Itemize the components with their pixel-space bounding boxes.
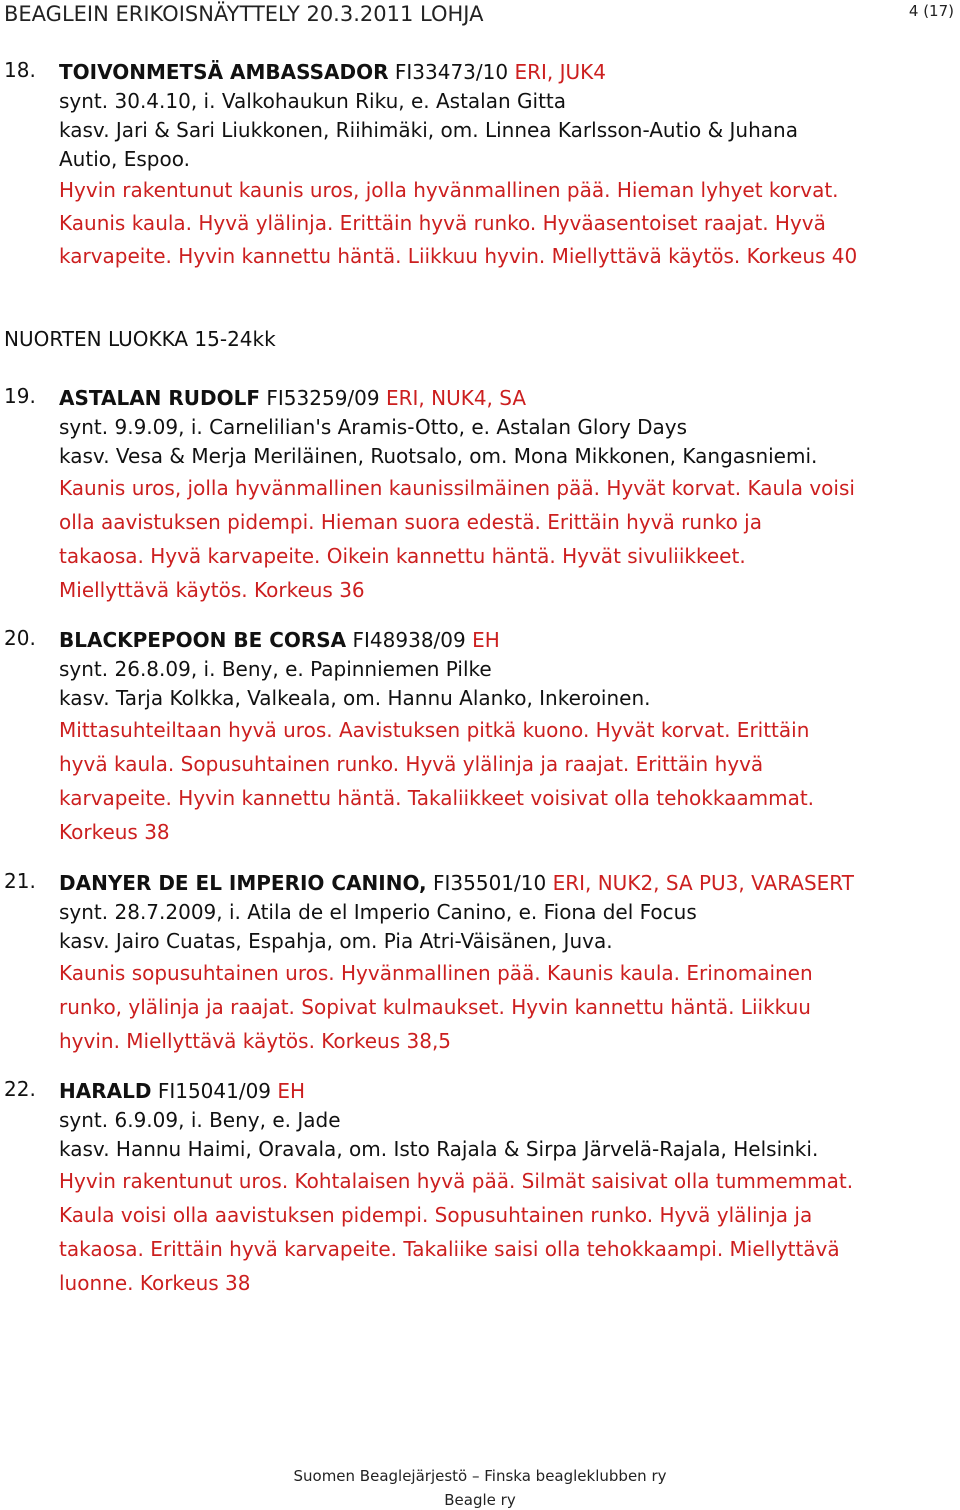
result: EH: [472, 628, 500, 652]
result: EH: [277, 1079, 306, 1103]
critique-line: Kaunis sopusuhtainen uros. Hyvänmallinen pää. Kaunis kaula. Erinomainen: [59, 961, 813, 985]
entry-number: 18.: [4, 58, 36, 82]
entry-headline: [59, 1077, 955, 1106]
critique-line: Miellyttävä käytös. Korkeus 36: [59, 578, 365, 602]
critique-line: Kaula voisi olla aavistuksen pidempi. Sopusuhtainen runko. Hyvä ylälinja ja: [59, 1203, 813, 1227]
result: ERI, NUK2, SA PU3, VARASERT: [552, 871, 854, 895]
dog-name: TOIVONMETSÄ AMBASSADOR: [59, 60, 389, 84]
breeder-owner: kasv. Jari & Sari Liukkonen, Riihimäki, om. Linnea Karlsson-Autio & Juhana: [59, 118, 798, 142]
critique-line: hyvin. Miellyttävä käytös. Korkeus 38,5: [59, 1029, 452, 1053]
breeder-owner-cont: Autio, Espoo.: [59, 147, 190, 171]
critique-line: Mittasuhteiltaan hyvä uros. Aavistuksen pitkä kuono. Hyvät korvat. Erittäin: [59, 718, 810, 742]
breeder-owner: kasv. Jairo Cuatas, Espahja, om. Pia Atri-Väisänen, Juva.: [59, 929, 613, 953]
critique-line: karvapeite. Hyvin kannettu häntä. Liikkuu hyvin. Miellyttävä käytös. Korkeus 40: [59, 244, 858, 268]
breeder-owner: kasv. Tarja Kolkka, Valkeala, om. Hannu Alanko, Inkeroinen.: [59, 686, 651, 710]
critique-line: Hyvin rakentunut kaunis uros, jolla hyvänmallinen pää. Hieman lyhyet korvat.: [59, 178, 839, 202]
result: ERI, NUK4, SA: [385, 386, 527, 410]
birth-info: synt. 26.8.09, i. Beny, e. Papinniemen Pilke: [59, 657, 492, 681]
dog-name: HARALD: [59, 1079, 152, 1103]
entry-number: 19.: [4, 384, 36, 408]
critique-line: takaosa. Hyvä karvapeite. Oikein kannettu häntä. Hyvät sivuliikkeet.: [59, 544, 746, 568]
critique-line: Korkeus 38: [59, 820, 170, 844]
critique-line: karvapeite. Hyvin kannettu häntä. Takaliikkeet voisivat olla tehokkaammat.: [59, 786, 815, 810]
registration-number: FI48938/09: [352, 628, 466, 652]
birth-info: synt. 9.9.09, i. Carnelilian's Aramis-Otto, e. Astalan Glory Days: [59, 415, 688, 439]
result: ERI, JUK4: [514, 60, 606, 84]
entry-body: [59, 58, 955, 273]
critique-line: runko, ylälinja ja raajat. Sopivat kulmaukset. Hyvin kannettu häntä. Liikkuu: [59, 995, 811, 1019]
entry-body: [59, 384, 955, 607]
entry-body: [59, 869, 955, 1058]
critique-line: hyvä kaula. Sopusuhtainen runko. Hyvä ylälinja ja raajat. Erittäin hyvä: [59, 752, 764, 776]
registration-number: FI33473/10: [394, 60, 509, 84]
entry-headline: [59, 626, 955, 655]
footer-organization: Suomen Beaglejärjestö – Finska beagleklubben ry: [293, 1467, 667, 1485]
dog-name: DANYER DE EL IMPERIO CANINO,: [59, 871, 427, 895]
entry-body: [59, 1077, 955, 1300]
critique-line: Kaunis kaula. Hyvä ylälinja. Erittäin hyvä runko. Hyväasentoiset raajat. Hyvä: [59, 211, 826, 235]
registration-number: FI53259/09: [266, 386, 380, 410]
breeder-owner: kasv. Vesa & Merja Meriläinen, Ruotsalo, om. Mona Mikkonen, Kangasniemi.: [59, 444, 818, 468]
footer-club: Beagle ry: [444, 1491, 516, 1509]
entry-headline: [59, 869, 955, 898]
entry-headline: [59, 384, 955, 413]
birth-info: synt. 28.7.2009, i. Atila de el Imperio Canino, e. Fiona del Focus: [59, 900, 697, 924]
document-title: BEAGLEIN ERIKOISNÄYTTELY 20.3.2011 LOHJA: [4, 2, 484, 26]
page-number: 4 (17): [908, 2, 954, 20]
entry-number: 20.: [4, 626, 36, 650]
critique-line: luonne. Korkeus 38: [59, 1271, 251, 1295]
entry-number: 22.: [4, 1077, 36, 1101]
dog-name: ASTALAN RUDOLF: [59, 386, 261, 410]
registration-number: FI15041/09: [157, 1079, 272, 1103]
birth-info: synt. 6.9.09, i. Beny, e. Jade: [59, 1108, 341, 1132]
entry-headline: [59, 58, 955, 87]
critique-line: Hyvin rakentunut uros. Kohtalaisen hyvä pää. Silmät saisivat olla tummemmat.: [59, 1169, 854, 1193]
breeder-owner: kasv. Hannu Haimi, Oravala, om. Isto Rajala & Sirpa Järvelä-Rajala, Helsinki.: [59, 1137, 819, 1161]
critique-line: Kaunis uros, jolla hyvänmallinen kaunissilmäinen pää. Hyvät korvat. Kaula voisi: [59, 476, 855, 500]
entry-number: 21.: [4, 869, 36, 893]
critique-line: olla aavistuksen pidempi. Hieman suora edestä. Erittäin hyvä runko ja: [59, 510, 762, 534]
class-heading: NUORTEN LUOKKA 15-24kk: [4, 327, 276, 351]
critique-line: takaosa. Erittäin hyvä karvapeite. Takaliike saisi olla tehokkaampi. Miellyttävä: [59, 1237, 840, 1261]
registration-number: FI35501/10: [433, 871, 547, 895]
dog-name: BLACKPEPOON BE CORSA: [59, 628, 347, 652]
birth-info: synt. 30.4.10, i. Valkohaukun Riku, e. Astalan Gitta: [59, 89, 567, 113]
entry-body: [59, 626, 955, 849]
